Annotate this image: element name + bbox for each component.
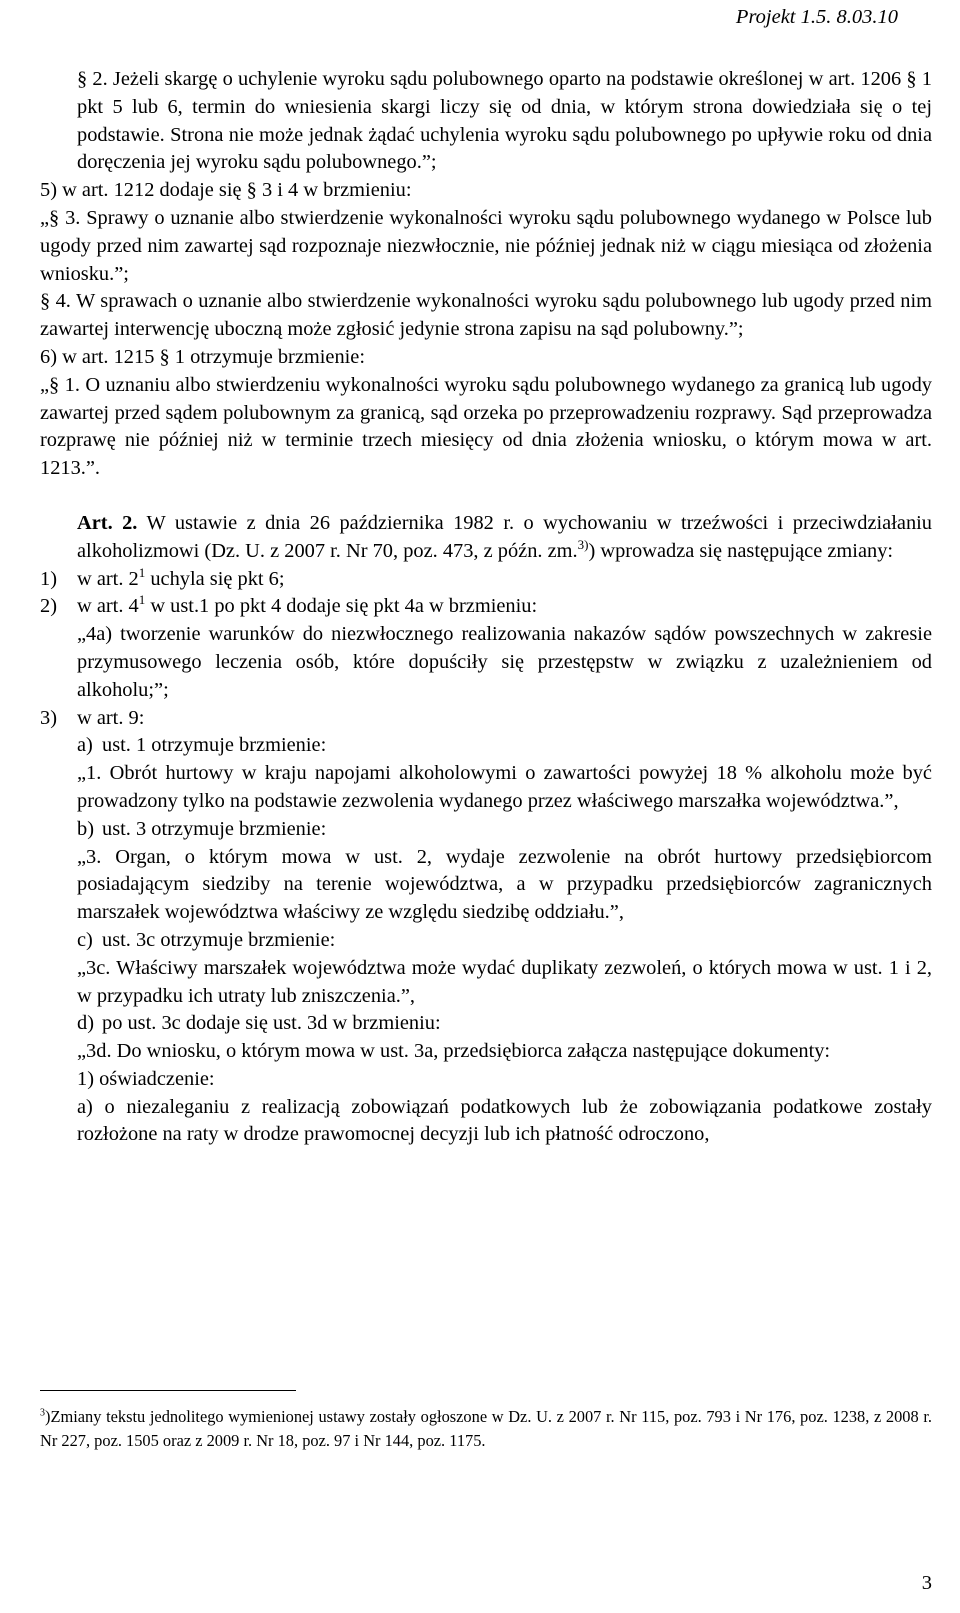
footnote-text: )Zmiany tekstu jednolitego wymienionej ustawy zostały ogłoszone w Dz. U. z 2007 r. Nr 115, poz. 793 i Nr 176, poz. 1238, z 2008 r. Nr 227, poz. 1505 oraz z 2009 r. Nr 18, poz. 97 i Nr 144, poz. 1175. bbox=[40, 1407, 932, 1450]
article-label: Art. 2. bbox=[77, 511, 138, 534]
list-item bbox=[40, 705, 932, 733]
footnote bbox=[40, 1405, 932, 1452]
list-text-pre: w art. 4 bbox=[77, 595, 139, 618]
paragraph-point5: 5) w art. 1212 dodaje się § 3 i 4 w brzmieniu: bbox=[40, 179, 412, 202]
quote-ust-3c: „3c. Właściwy marszałek województwa może wydać duplikaty zezwoleń, o których mowa w ust. 1 i 2, w przypadku ich utraty lub zniszczenia.”, bbox=[77, 956, 932, 1007]
superscript: 1 bbox=[138, 564, 146, 580]
sub-list-text: ust. 1 otrzymuje brzmienie: bbox=[102, 734, 327, 757]
quote-ust-1: „1. Obrót hurtowy w kraju napojami alkoholowymi o zawartości powyżej 18 % alkoholu może być prowadzony tylko na podstawie zezwolenia wydanego przez właściwego marszałka województwa.”, bbox=[77, 762, 932, 812]
footnote-separator bbox=[40, 1390, 296, 1391]
list-number: 2) bbox=[40, 595, 57, 618]
sub-list-text: ust. 3c otrzymuje brzmienie: bbox=[102, 928, 336, 951]
paragraph-par2: § 2. Jeżeli skargę o uchylenie wyroku sądu polubownego oparto na podstawie określonej w art. 1206 § 1 pkt 5 lub 6, termin do wniesienia skargi liczy się od dnia, w którym strona dowiedziała się o tej podstawie. Strona nie może jednak żądać uchylenia wyroku sądu polubownego po upływie roku od dnia doręczenia jej wyroku sądu polubownego.”; bbox=[77, 68, 932, 174]
quote-ust-3: „3. Organ, o którym mowa w ust. 2, wydaje zezwolenie na obrót hurtowy przedsiębiorcom posiadającym siedziby na terenie województwa, a w przypadku przedsiębiorców zagranicznych marszałek województwa właściwy ze względu siedzibę oddziału.”, bbox=[77, 845, 932, 924]
sub-list-text: po ust. 3c dodaje się ust. 3d w brzmieniu: bbox=[102, 1012, 441, 1035]
superscript: 1 bbox=[138, 592, 146, 608]
sub-list-item bbox=[40, 927, 932, 955]
sub-list-text: ust. 3 otrzymuje brzmienie: bbox=[102, 817, 327, 840]
quote-ust-3d-letter-a: a) o niezaleganiu z realizacją zobowiązań podatkowych lub że zobowiązania podatkowe zostały rozłożone na raty w drodze prawomocnej decyzji lub ich płatność odroczono, bbox=[77, 1095, 932, 1146]
sub-list-item bbox=[40, 732, 932, 760]
paragraph-par1: „§ 1. O uznaniu albo stwierdzeniu wykonalności wyroku sądu polubownego wydanego za granicą lub ugody zawartej przed sądem polubownym za granicą, sąd orzeka po przeprowadzeniu rozprawy. Sąd przeprowadza rozprawę nie później niż w terminie trzech miesięcy od dnia złożenia wniosku, o którym mowa w art. 1213.”. bbox=[40, 373, 932, 480]
sub-list-letter: c) bbox=[77, 928, 93, 951]
sub-list-letter: d) bbox=[77, 1012, 94, 1035]
sub-list-item bbox=[40, 816, 932, 844]
footnote-number: 3 bbox=[40, 1407, 45, 1419]
list-number: 3) bbox=[40, 706, 57, 729]
list-text-post: w ust.1 po pkt 4 dodaje się pkt 4a w brzmieniu: bbox=[145, 595, 538, 618]
paragraph-par3: „§ 3. Sprawy o uznanie albo stwierdzenie wykonalności wyroku sądu polubownego wydanego w Polsce lub ugody przed nim zawartej sąd rozpoznaje niezwłocznie, nie później jednak niż w ciągu miesiąca od złożenia wniosku.”; bbox=[40, 206, 932, 285]
article-text-a: W ustawie z dnia 26 października 1982 r. o wychowaniu w trzeźwości i przeciwdziałaniu alkoholizmowi (Dz. U. z 2007 r. Nr 70, poz. 473, z późn. zm. bbox=[77, 511, 933, 562]
document-body bbox=[40, 66, 932, 1149]
quote-ust-3d-point1: 1) oświadczenie: bbox=[77, 1067, 215, 1090]
spacer bbox=[40, 483, 932, 510]
quote-ust-3d: „3d. Do wniosku, o którym mowa w ust. 3a, przedsiębiorca załącza następujące dokumenty: bbox=[77, 1040, 831, 1063]
paragraph-point6: 6) w art. 1215 § 1 otrzymuje brzmienie: bbox=[40, 345, 366, 368]
footnote-ref: 3) bbox=[577, 536, 589, 552]
sub-list-item bbox=[40, 1010, 932, 1038]
list-number: 1) bbox=[40, 567, 57, 590]
list-item bbox=[40, 593, 932, 621]
sub-list-letter: b) bbox=[77, 817, 94, 840]
list-text: w art. 9: bbox=[77, 706, 145, 729]
list-text bbox=[77, 566, 932, 594]
article-text-b: ) wprowadza się następujące zmiany: bbox=[588, 539, 894, 562]
document-header: Projekt 1.5. 8.03.10 bbox=[735, 6, 898, 28]
quote-4a: „4a) tworzenie warunków do niezwłocznego realizowania nakazów sądów powszechnych w zakresie przymusowego leczenia osób, które dopuściły się przestępstw w związku z uzależnieniem od alkoholu;”; bbox=[77, 623, 932, 701]
page-number: 3 bbox=[921, 1572, 932, 1594]
paragraph-par4: § 4. W sprawach o uznanie albo stwierdzenie wykonalności wyroku sądu polubownego lub ugody przed nim zawartej interwencję uboczną może zgłosić jedynie strona zapisu na sąd polubowny.”; bbox=[40, 290, 932, 341]
article-2-intro bbox=[40, 510, 932, 566]
list-text-post: uchyla się pkt 6; bbox=[145, 567, 285, 590]
list-item bbox=[40, 566, 932, 594]
sub-list-letter: a) bbox=[77, 734, 93, 757]
list-text bbox=[77, 593, 932, 621]
list-text-pre: w art. 2 bbox=[77, 567, 139, 590]
